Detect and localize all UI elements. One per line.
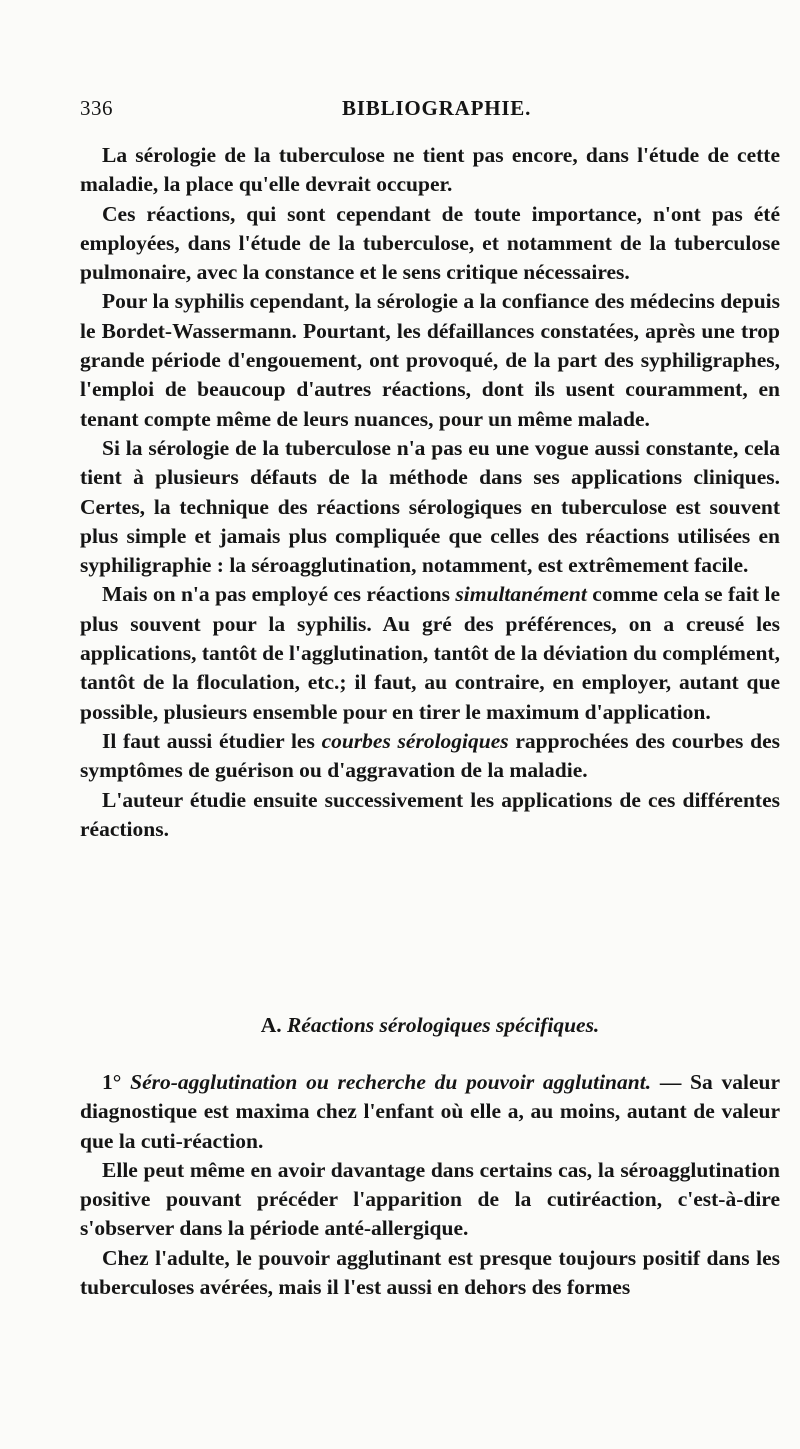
paragraph: [80, 727, 780, 786]
paragraph: [80, 580, 780, 726]
page-header: [80, 96, 780, 126]
paragraph: Pour la syphilis cependant, la sérologie a la confiance des médecins depuis le Bordet-Wassermann. Pourtant, les défaillances constatées, après une trop grande période d'engouement, ont provoqué, de la part des syphiligraphes, l'emploi de beaucoup d'autres réactions, dont ils usent couramment, en tenant compte même de leurs nuances, pour un même malade.: [80, 289, 780, 431]
paragraph: Si la sérologie de la tuberculose n'a pas eu une vogue aussi constante, cela tient à plusieurs défauts de la méthode dans ses applications cliniques. Certes, la technique des réactions sérologiques en tuberculose est souvent plus simple et jamais plus compliquée que celles des réactions utilisées en syphiligraphie : la séroagglutination, notamment, est extrêmement facile.: [80, 435, 780, 578]
section-heading: [80, 1013, 780, 1038]
paragraph: Ces réactions, qui sont cependant de toute importance, n'ont pas été employées, dans l'étude de la tuberculose, et notamment de la tuberculose pulmonaire, avec la constance et le sens critique nécessaires.: [80, 201, 780, 285]
paragraph: La sérologie de la tuberculose ne tient pas encore, dans l'étude de cette maladie, la place qu'elle devrait occuper.: [80, 143, 780, 197]
running-title: BIBLIOGRAPHIE.: [342, 96, 532, 120]
emphasis-text: simultanément: [455, 582, 587, 607]
text-run: comme cela se fait le plus souvent pour la syphilis. Au gré des préférences, on a creusé les applications, tantôt de l'agglutination, tantôt de la déviation du complément, tantôt de la floculation, etc.; il faut, au contraire, en employer, autant que possible, plusieurs ensemble pour en tirer le maximum d'application.: [80, 582, 780, 724]
page-number: 336: [80, 96, 113, 120]
section-text: [80, 1068, 780, 1302]
text-run: rapprochées des courbes des symptômes de guérison ou d'aggravation de la maladie.: [80, 728, 780, 783]
item-number: 1°: [102, 1070, 122, 1094]
body-text: [80, 141, 780, 844]
item-title: Séro-agglutination ou recherche du pouvoir agglutinant.: [130, 1070, 652, 1094]
text-run: — Sa valeur diagnostique est maxima chez l'enfant où elle a, au moins, autant de valeur que la cuti-réaction.: [80, 1070, 781, 1153]
section-letter: A.: [260, 1013, 282, 1037]
text-run: Il faut aussi étudier les: [102, 728, 322, 753]
text-run: Mais on n'a pas employé ces réactions: [102, 582, 456, 607]
paragraph: Elle peut même en avoir davantage dans certains cas, la séroagglutination positive pouvant précéder l'apparition de la cutiréaction, c'est-à-dire s'observer dans la période anté-allergique.: [80, 1157, 780, 1241]
paragraph: L'auteur étudie ensuite successivement les applications de ces différentes réactions.: [80, 787, 780, 841]
paragraph: [80, 1068, 780, 1156]
section-title: Réactions sérologiques spécifiques.: [286, 1013, 600, 1037]
paragraph: Chez l'adulte, le pouvoir agglutinant est presque toujours positif dans les tuberculoses avérées, mais il l'est aussi en dehors des formes: [80, 1245, 780, 1300]
emphasis-text: courbes sérologiques: [321, 728, 509, 753]
